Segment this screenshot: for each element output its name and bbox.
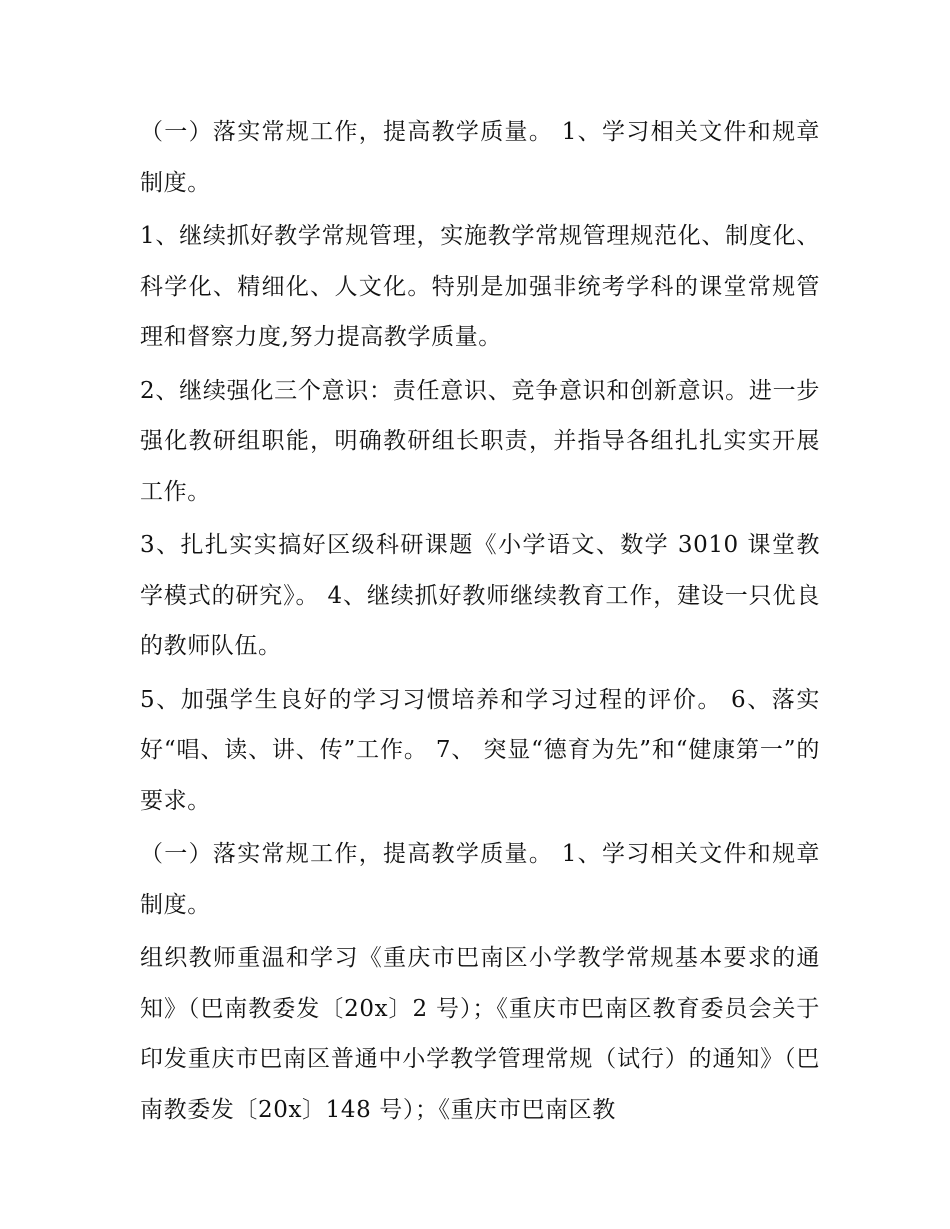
paragraph-4: 3、扎扎实实搞好区级科研课题《小学语文、数学 3010 课堂教学模式的研究》。 4、继续抓好教师继续教育工作，建设一只优良的教师队伍。 — [140, 532, 820, 659]
document-body — [140, 107, 820, 1138]
paragraph-7: 组织教师重温和学习《重庆市巴南区小学教学常规基本要求的通知》（巴南教委发〔20x〕2 号）；《重庆市巴南区教育委员会关于印发重庆市巴南区普通中小学教学管理常规（试行）的通知》（巴南教委发〔20x〕148 号）；《重庆市巴南区教 — [140, 945, 820, 1123]
paragraph-6: （一）落实常规工作，提高教学质量。 1、学习相关文件和规章制度。 — [140, 841, 820, 918]
paragraph-3: 2、继续强化三个意识：责任意识、竞争意识和创新意识。进一步强化教研组职能，明确教研组长职责，并指导各组扎扎实实开展工作。 — [140, 377, 820, 505]
paragraph-1: （一）落实常规工作，提高教学质量。 1、学习相关文件和规章制度。 — [140, 119, 820, 196]
paragraph-2: 1、继续抓好教学常规管理，实施教学常规管理规范化、制度化、科学化、精细化、人文化。特别是加强非统考学科的课堂常规管理和督察力度,努力提高教学质量。 — [140, 223, 820, 350]
paragraph-5: 5、加强学生良好的学习习惯培养和学习过程的评价。 6、落实好“唱、读、讲、传”工作。 7、 突显“德育为先”和“健康第一”的要求。 — [140, 686, 820, 814]
